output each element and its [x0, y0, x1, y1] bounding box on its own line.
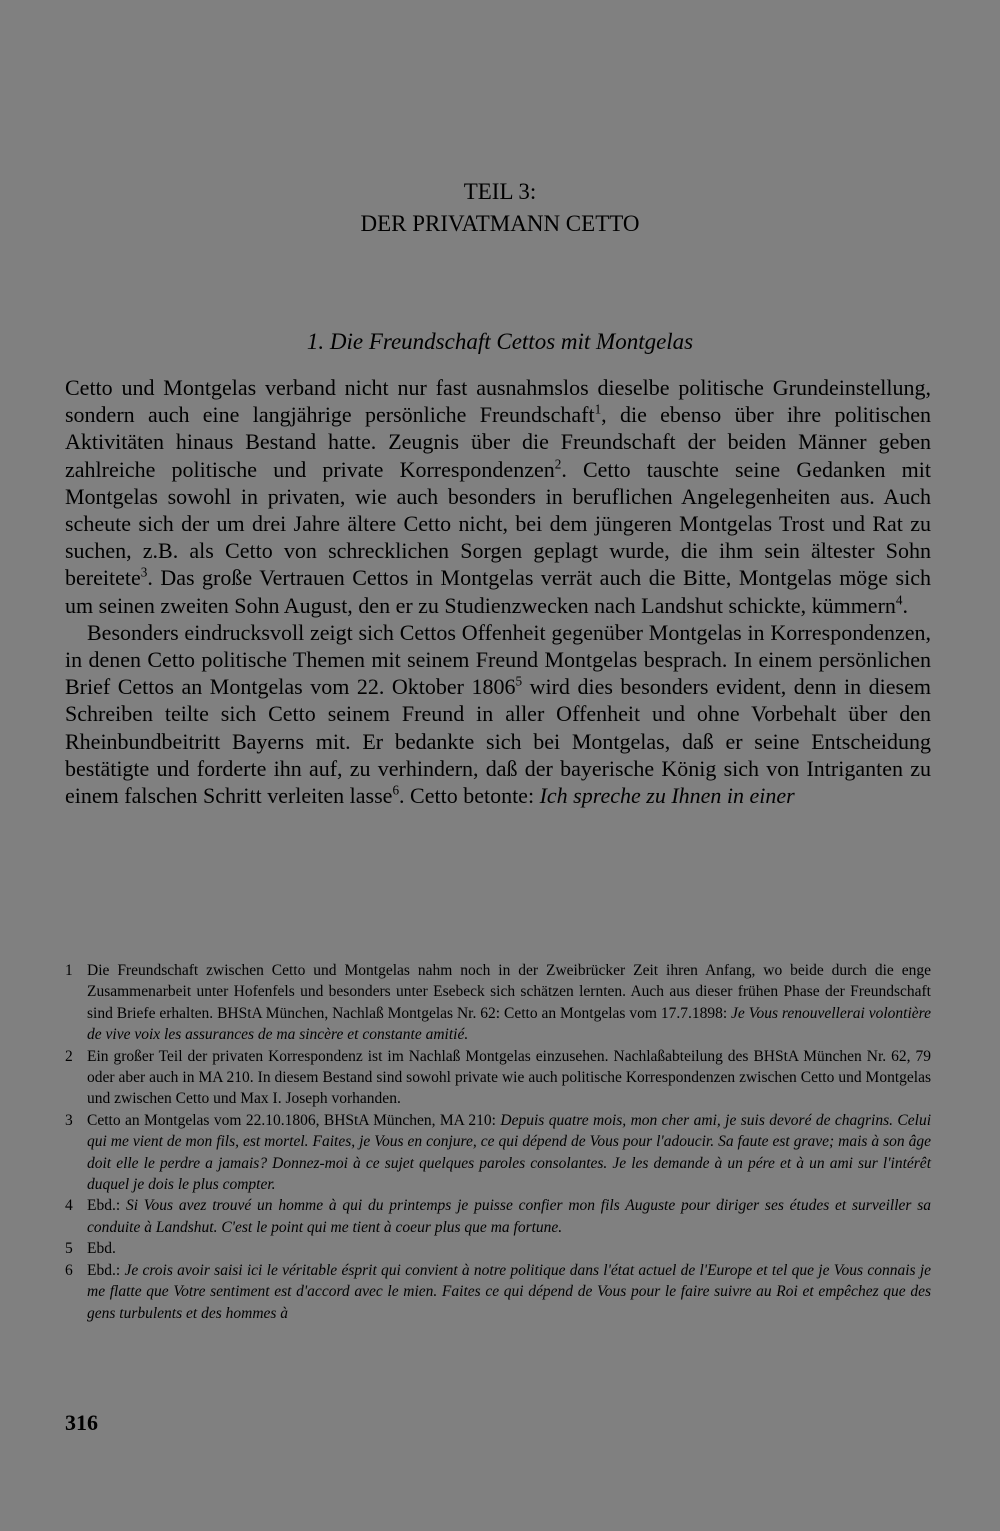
- footnote-ref-2: 2: [554, 456, 562, 472]
- part-heading-line2: DER PRIVATMANN CETTO: [360, 211, 640, 236]
- paragraph-1: Cetto und Montgelas verband nicht nur fast ausnahmslos dieselbe politische Grundeinstellung, sondern auch eine langjährige persönliche Freundschaft$^1$, die ebenso über ihre politischen Aktivitäten hinaus Bestand hatte. Zeugnis über die Freundschaft der beiden Männer geben zahlreiche politische und private Korrespondenzen$^2$. Cetto tauschte seine Gedanken mit Montgelas sowohl in privaten, wie auch besonders in beruflichen Angelegenheiten aus. Auch scheute sich der um drei Jahre ältere Cetto nicht, bei dem jüngeren Montgelas Trost und Rat zu suchen, z.B. als Cetto von schrecklichen Sorgen geplagt wurde, die ihm sein ältester Sohn bereitete$^3$. Das große Vertrauen Cettos in Montgelas verrät auch die Bitte, Montgelas möge sich um seinen zweiten Sohn August, den er zu Studienzwecken nach Landshut schickte, kümmern$^4$.: [65, 375, 932, 618]
- section-title: 1. Die Freundschaft Cettos mit Montgelas: [306, 329, 694, 354]
- footnote-1: 1 Die Freundschaft zwischen Cetto und Montgelas nahm noch in der Zweibrücker Zeit ihren Anfang, wo beide durch die enge Zusammenarbeit unter Hofenfels und besonders unter Esebeck sich schätzen lernten. Auch aus dieser frühen Phase der Freundschaft sind Briefe erhalten. BHStA München, Nachlaß Montgelas Nr. 62: Cetto an Montgelas vom 17.7.1898: Je Vous renouvellerai volontière de vive voix les assurances de ma sincère et constante amitié.: [65, 962, 932, 1044]
- footnote-4: 4 Ebd.: Si Vous avez trouvé un homme à qui du printemps je puisse confier mon fils Auguste pour diriger ses études et surveiller sa conduite à Landshut. C'est le point qui me tient à coeur plus que ma fortune.: [65, 1197, 931, 1236]
- footnote-ref-5: 5: [515, 673, 523, 689]
- page-number: 316: [65, 1410, 98, 1435]
- footnote-ref-4: 4: [895, 592, 903, 608]
- footnotes: [65, 960, 931, 1324]
- footnote-ref-3: 3: [140, 565, 148, 581]
- footnote-ref-6: 6: [392, 782, 400, 798]
- footnote-5: 5 Ebd.: [65, 1240, 116, 1258]
- footnote-3: 3 Cetto an Montgelas vom 22.10.1806, BHStA München, MA 210: Depuis quatre mois, mon cher ami, je suis devoré de chagrins. Celui qui me vient de mon fils, est mortel. Faites, je Vous en conjure, ce qui dépend de Vous pour l'adoucir. Sa faute est grave; mais à son âge doit elle le perdre a jamais? Donnez-moi à ce sujet quelques paroles consolantes. Je les demande à un pére et à un ami sur l'intérêt duquel je dois le plus compter.: [65, 1111, 932, 1194]
- part-heading-line1: TEIL 3:: [463, 179, 537, 204]
- quote-start: Ich spreche zu Ihnen in einer: [539, 783, 795, 809]
- footnote-6: 6 Ebd.: Je crois avoir saisi ici le véritable ésprit qui convient à notre politique dans l'état actuel de l'Europe et tel que je Vous connais je me flatte que Votre sentiment est d'accord avec le mien. Faites ce qui dépend de Vous pour le faire suivre au Roi et empêchez que des gens turbulents et des hommes à: [65, 1261, 932, 1322]
- paragraph-2: Besonders eindrucksvoll zeigt sich Cettos Offenheit gegenüber Montgelas in Korrespondenzen, in denen Cetto politische Themen mit seinem Freund Montgelas besprach. In einem persönlichen Brief Cettos an Montgelas vom 22. Oktober 1806$^5$ wird dies besonders evident, denn in diesem Schreiben teilte sich Cetto seinem Freund in aller Offenheit und ohne Vorbehalt über den Rheinbundbeitritt Bayerns mit. Er bedankte sich bei Montgelas, daß er seine Entscheidung bestätigte und forderte ihn auf, zu verhindern, daß der bayerische König sich von Intriganten zu einem falschen Schritt verleiten lasse$^6$. Cetto betonte: Ich spreche zu Ihnen in einer: [65, 619, 931, 809]
- footnote-2: 2 Ein großer Teil der privaten Korrespondenz ist im Nachlaß Montgelas einzusehen. Nachlaßabteilung des BHStA München Nr. 62, 79 oder aber auch in MA 210. In diesem Bestand sind sowohl private wie auch politische Korrespondenzen zwischen Cetto und Montgelas und zwischen Cetto und Max I. Joseph vorhanden.: [65, 1047, 931, 1108]
- body-text: [65, 374, 931, 809]
- part-heading: [0, 176, 1000, 240]
- footnote-ref-1: 1: [594, 401, 602, 417]
